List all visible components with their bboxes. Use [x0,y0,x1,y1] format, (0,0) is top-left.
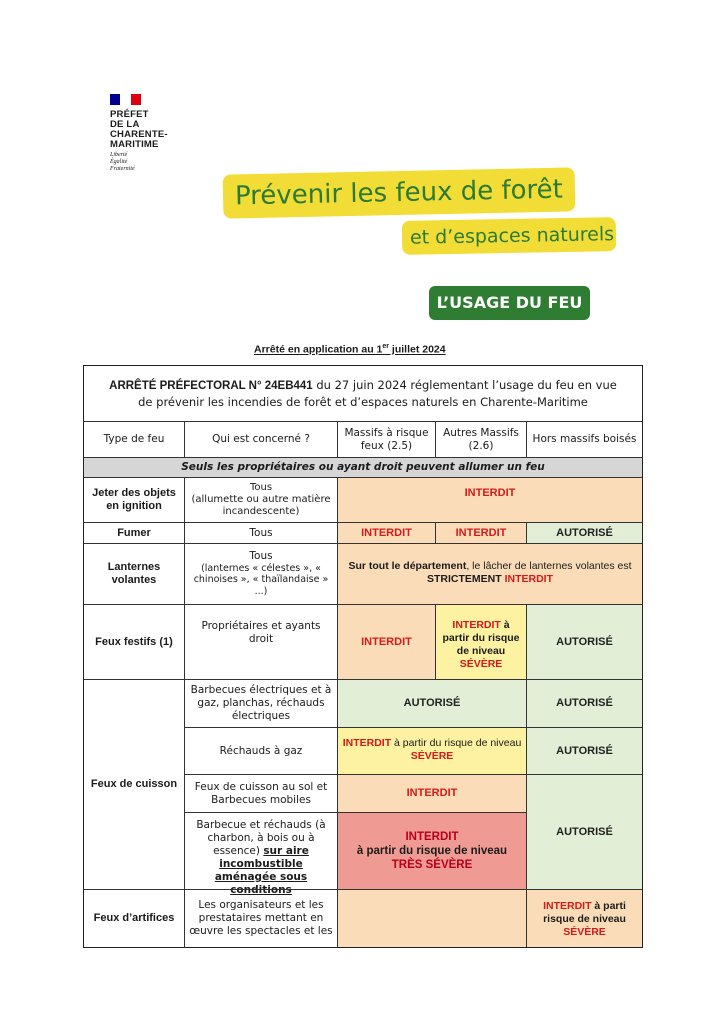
marianne-flag-icon [110,94,141,105]
col-header-hors-massifs: Hors massifs boisés [526,421,642,457]
fireworks-status-massifs [337,889,526,947]
row-type-cooking: Feux de cuisson [84,679,184,889]
title-banner-sub: et d’espaces naturels [402,217,617,255]
row-who-smoking: Tous [184,522,337,543]
col-header-type: Type de feu [84,421,184,457]
motto-liberte: Liberté [110,152,128,158]
row-who-fireworks: Les organisateurs et les prestataires mettant en œuvre les spectacles et les [184,889,337,947]
row-type-ignition: Jeter des objets en ignition [84,477,184,522]
fire-usage-table [83,365,643,948]
smoking-status-autres: INTERDIT [435,522,526,543]
col-header-massifs-risque: Massifs à risque feux (2.5) [337,421,435,457]
cooking-electric-status-hors: AUTORISÉ [526,679,642,727]
prefet-line: MARITIME [110,139,159,150]
application-date [254,343,446,356]
row-type-smoking: Fumer [84,522,184,543]
owners-note: Seuls les propriétaires ou ayant droit peuvent allumer un feu [84,457,642,477]
cooking-charcoal-status-massifs [337,812,526,889]
decree-heading-line2: de prévenir les incendies de forêt et d’espaces naturels en Charente-Maritime [138,395,588,409]
smoking-status-risque: INTERDIT [337,522,435,543]
cooking-who-gas-stove: Réchauds à gaz [184,727,337,774]
cooking-electric-status-massifs: AUTORISÉ [337,679,526,727]
row-who-festive: Propriétaires et ayants droit [184,604,337,679]
prefecture-logo [110,94,200,173]
festive-status-autres: INTERDIT à partir du risque de niveau SÉVÈRE [435,604,526,679]
motto [110,152,200,173]
prefet-line: CHARENTE- [110,129,168,140]
title-banner-main: Prévenir les feux de forêt [223,167,576,218]
row-type-fireworks: Feux d’artifices [84,889,184,947]
ignition-status: INTERDIT [337,477,642,522]
cooking-gas-status-massifs: INTERDIT à partir du risque de niveau SÉVÈRE [337,727,526,774]
motto-egalite: Égalité [110,159,128,165]
usage-badge: L’USAGE DU FEU [429,286,590,320]
charcoal-status-level: TRÈS SÉVÈRE [391,859,473,871]
ignition-who-main: Tous [249,482,273,493]
smoking-status-hors: AUTORISÉ [526,522,642,543]
col-header-who: Qui est concerné ? [184,421,337,457]
row-who-ignition [184,477,337,522]
decree-heading-line1: ARRÊTÉ PRÉFECTORAL N° 24EB441 du 27 juin 2024 réglementant l’usage du feu en vue [109,378,617,392]
ignition-who-detail: (allumette ou autre matière incandescente) [191,494,331,517]
festive-status-hors: AUTORISÉ [526,604,642,679]
lanterns-who-detail: (lanternes « célestes », « chinoises », « thaïlandaise » ...) [193,562,329,597]
motto-fraternite: Fraternité [110,166,135,172]
lanterns-status: Sur tout le département, le lâcher de lanternes volantes est STRICTEMENT INTERDIT [337,543,642,604]
application-sup: er [382,343,389,350]
lanterns-who-main: Tous [249,550,273,562]
cooking-who-ground-fires: Feux de cuisson au sol et Barbecues mobiles [184,774,337,812]
festive-status-risque: INTERDIT [337,604,435,679]
application-suffix: juillet 2024 [389,343,446,356]
cooking-charcoal-status-hors: AUTORISÉ [526,774,642,889]
charcoal-status-text: à partir du risque de niveau [356,845,508,857]
cooking-gas-status-hors: AUTORISÉ [526,727,642,774]
cooking-who-electric: Barbecues électriques et à gaz, planchas, réchauds électriques [184,679,337,727]
row-type-lanterns: Lanternes volantes [84,543,184,604]
cooking-ground-status-massifs: INTERDIT [337,774,526,812]
application-prefix: Arrêté en application au 1 [254,343,383,356]
row-who-lanterns [184,543,337,604]
charcoal-status-interdit: INTERDIT [405,831,459,843]
col-header-autres-massifs: Autres Massifs (2.6) [435,421,526,457]
cooking-who-charcoal: Barbecue et réchauds (à charbon, à bois ou à essence) sur aire incombustible aménagée sous conditions [184,812,337,889]
fireworks-status-hors: INTERDIT à parti risque de niveau SÉVÈRE [526,889,642,947]
prefet-line: DE LA [110,119,140,130]
prefet-line: PRÉFET [110,109,149,120]
decree-heading [84,366,642,421]
row-type-festive: Feux festifs (1) [84,604,184,679]
